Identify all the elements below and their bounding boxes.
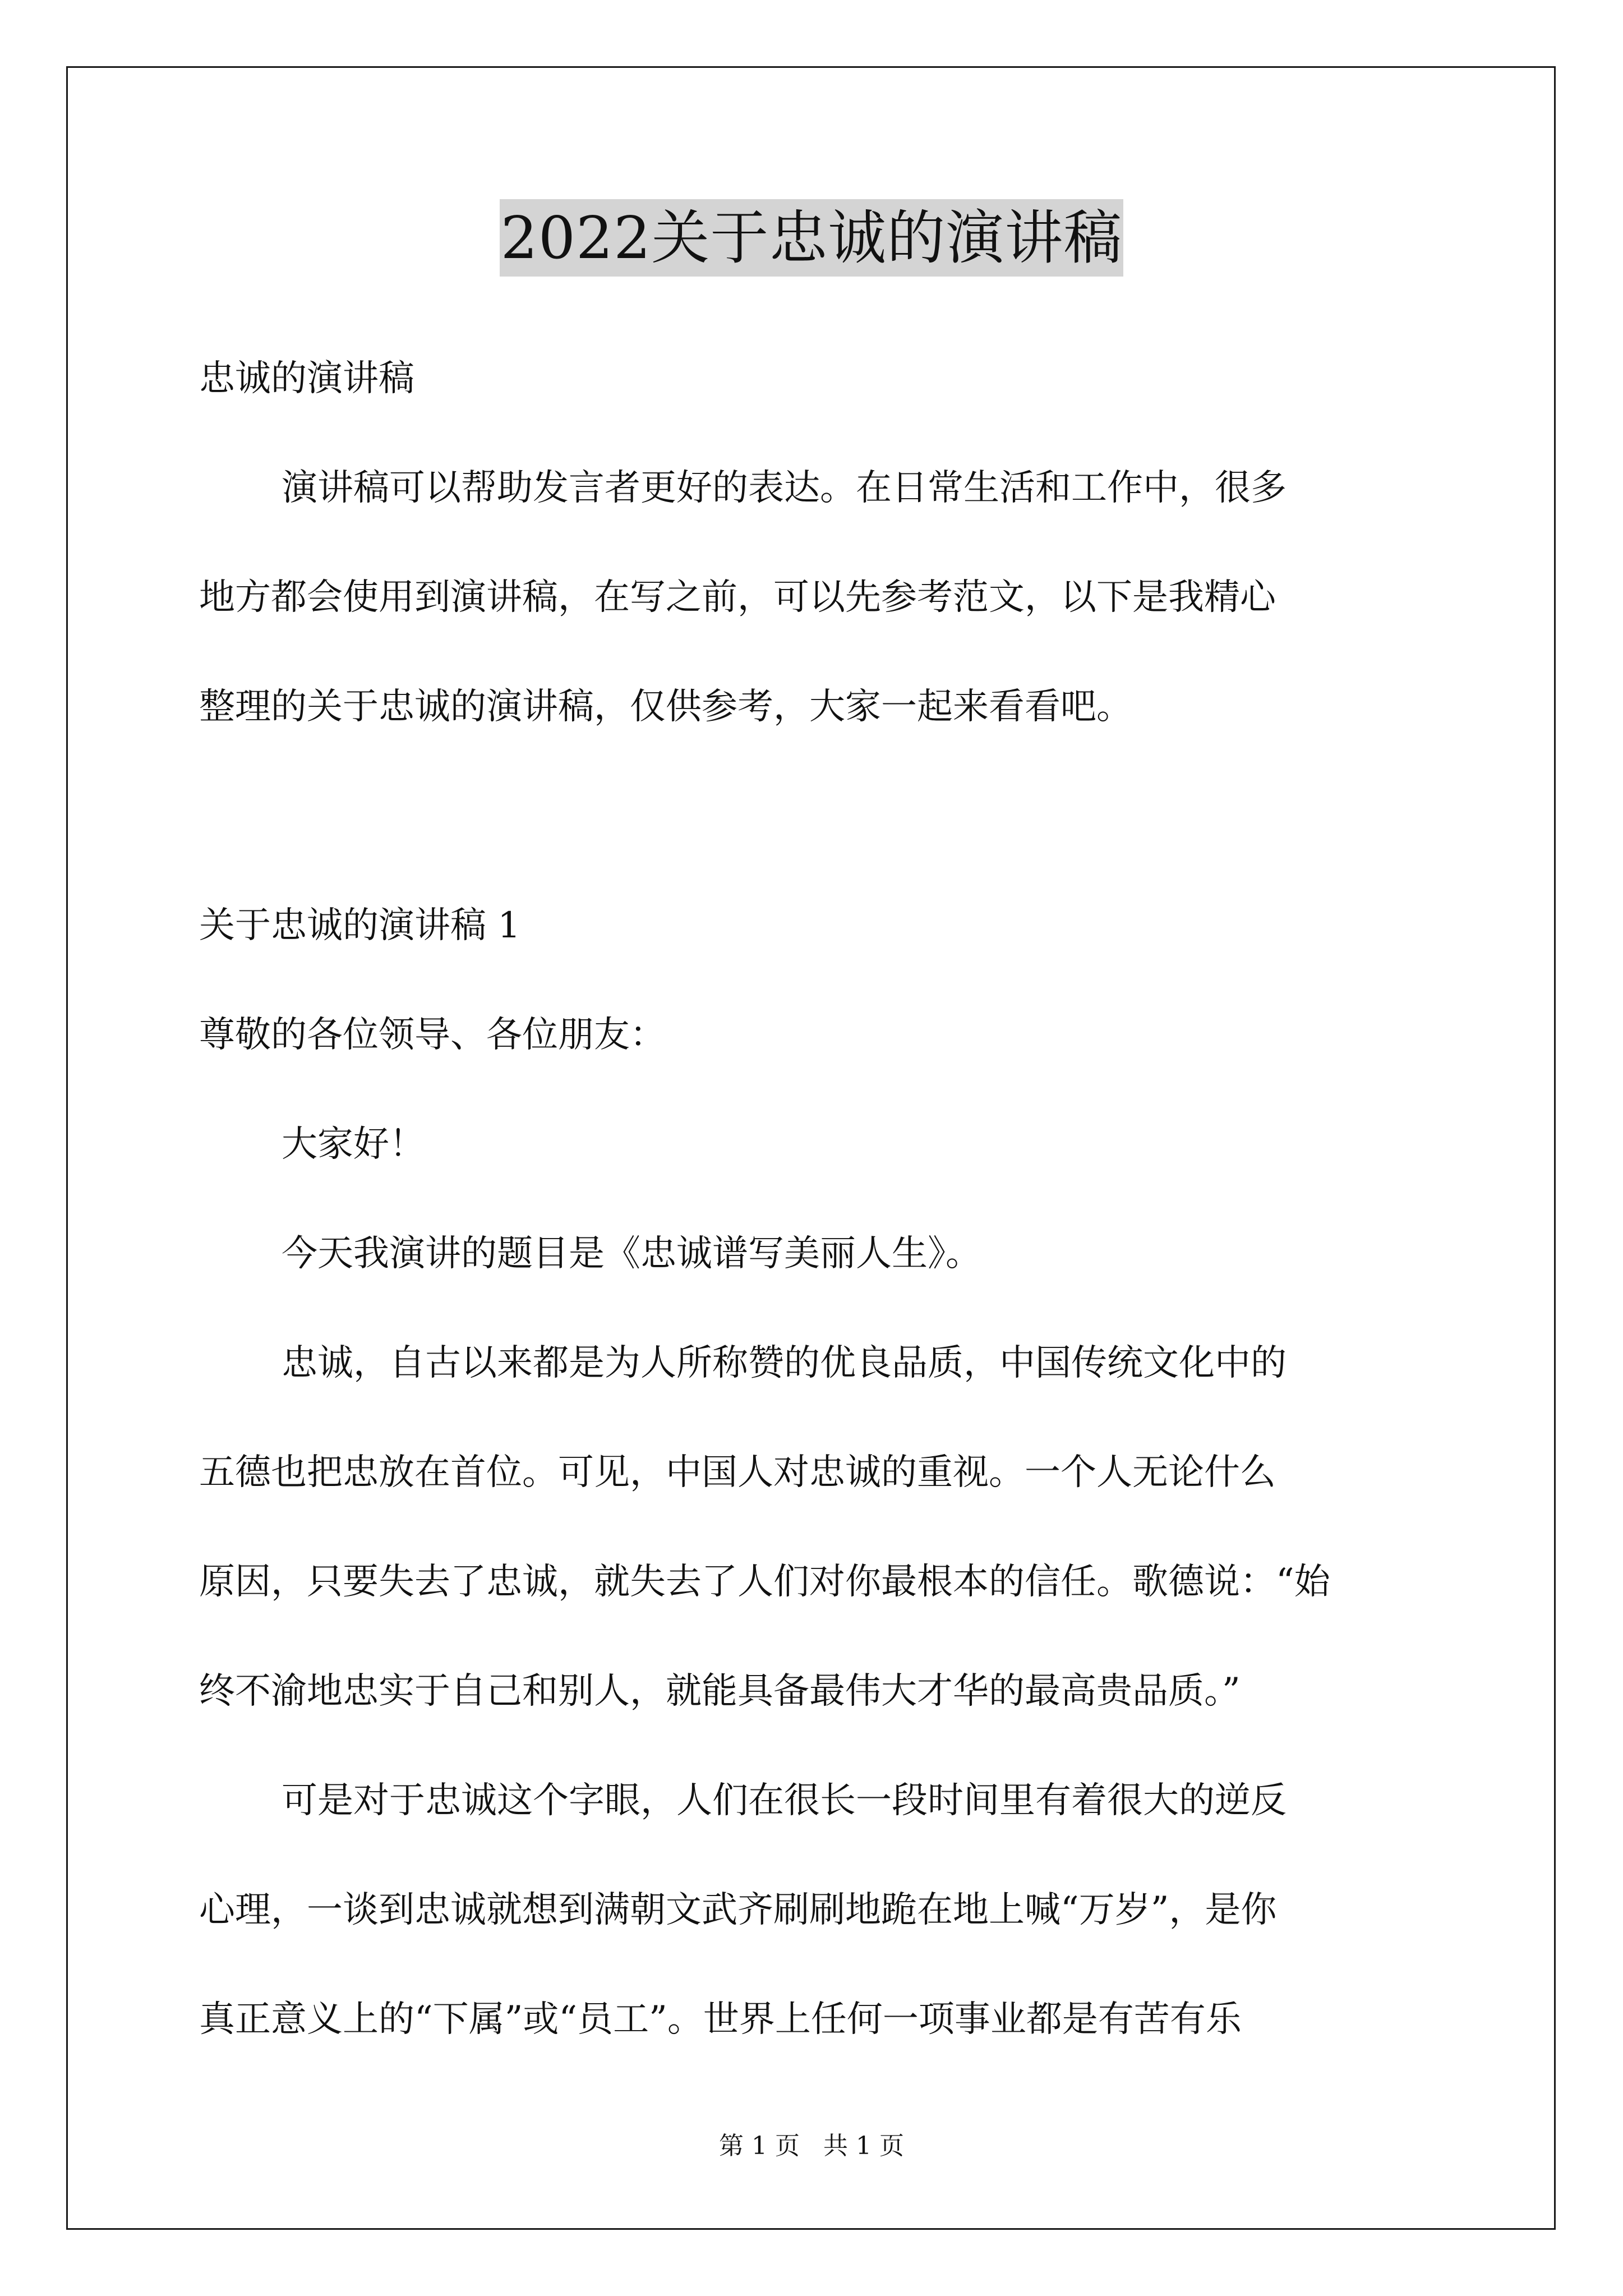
paragraph-line: 演讲稿可以帮助发言者更好的表达。在日常生活和工作中，很多 [282,467,1287,509]
paragraph-line: 可是对于忠诚这个字眼，人们在很长一段时间里有着很大的逆反 [282,1780,1287,1821]
paragraph-line: 整理的关于忠诚的演讲稿，仅供参考，大家一起来看看吧。 [199,686,1132,728]
title-container [0,199,1623,277]
paragraph-line: 终不渝地忠实于自己和别人，就能具备最伟大才华的最高贵品质。” [199,1671,1241,1712]
greeting: 大家好！ [282,1124,425,1165]
paragraph-line: 忠诚，自古以来都是为人所称赞的优良品质，中国传统文化中的 [282,1342,1287,1384]
page-footer: 第 1 页 共 1 页 [719,2132,904,2160]
paragraph-line: 地方都会使用到演讲稿，在写之前，可以先参考范文，以下是我精心 [199,577,1276,618]
section-heading: 关于忠诚的演讲稿 1 [199,905,521,946]
salutation: 尊敬的各位领导、各位朋友： [199,1014,666,1056]
section-heading: 忠诚的演讲稿 [199,358,414,399]
paragraph-line: 原因，只要失去了忠诚，就失去了人们对你最根本的信任。歌德说：“始 [199,1561,1330,1603]
paragraph-line: 心理，一谈到忠诚就想到满朝文武齐刷刷地跪在地上喊“万岁”，是你 [199,1889,1277,1931]
paragraph-line: 今天我演讲的题目是《忠诚谱写美丽人生》。 [282,1233,981,1274]
paragraph-line: 五德也把忠放在首位。可见，中国人对忠诚的重视。一个人无论什么 [199,1452,1276,1493]
document-title: 2022关于忠诚的演讲稿 [500,199,1124,277]
paragraph-line: 真正意义上的“下属”或“员工”。世界上任何一项事业都是有苦有乐 [199,1999,1242,2040]
